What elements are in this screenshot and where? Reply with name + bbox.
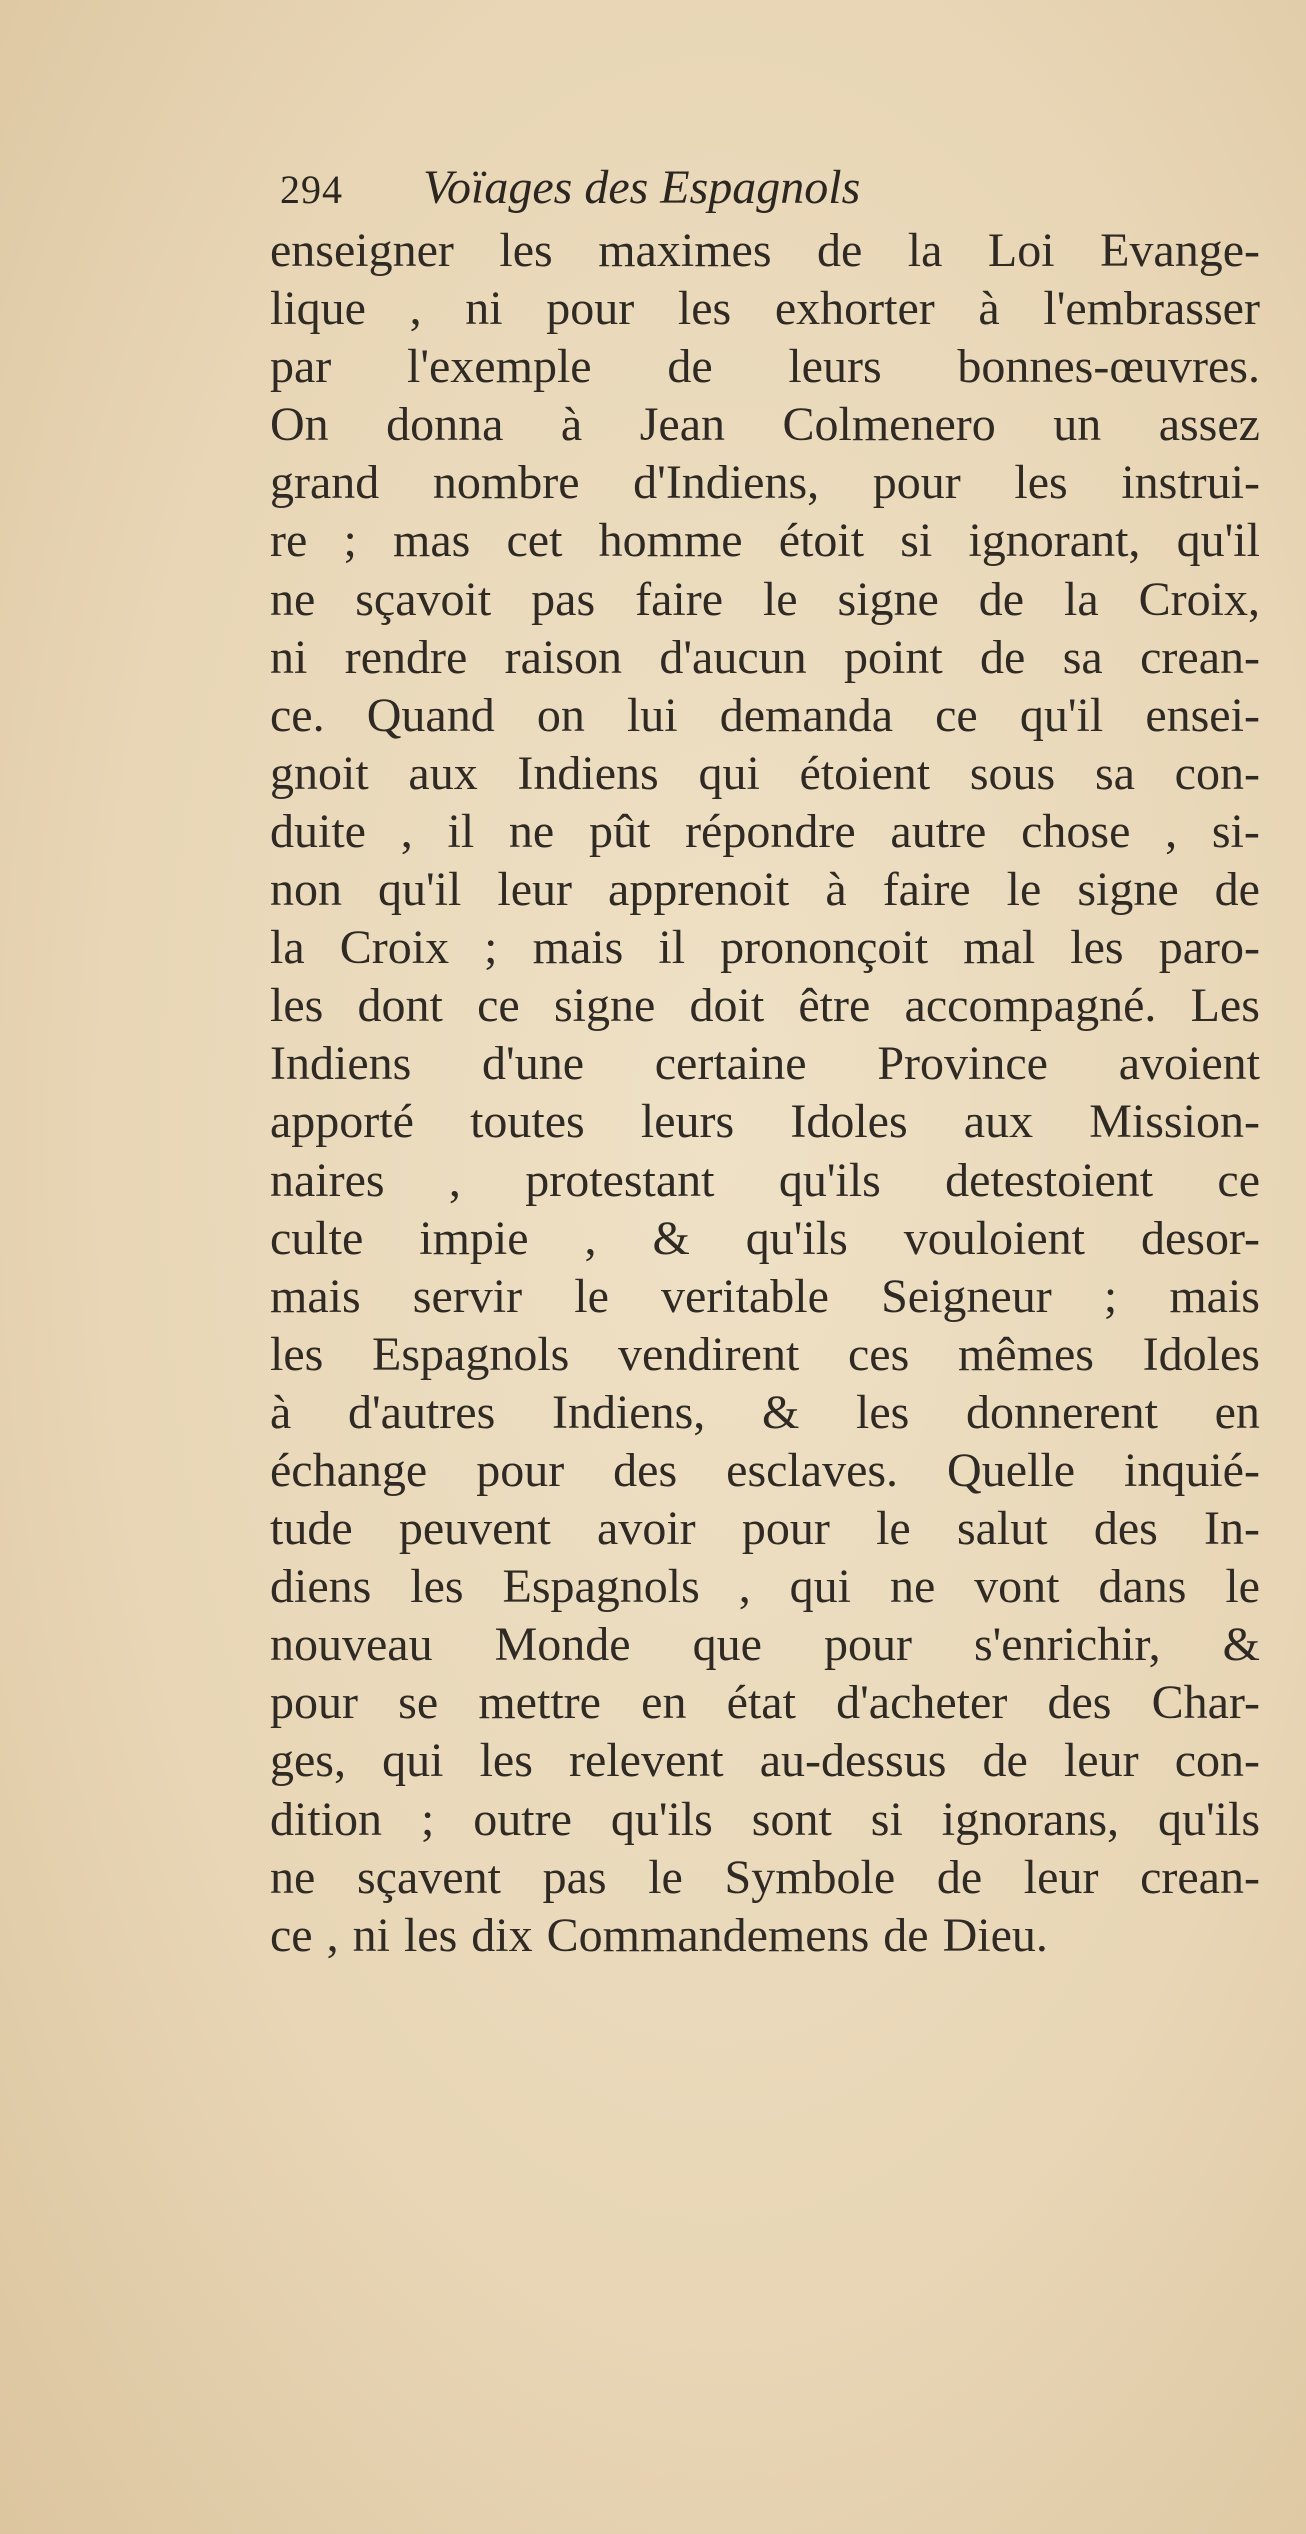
word: les [855,1385,910,1439]
word: ce. [270,688,325,742]
word: avoir [597,1502,696,1556]
text-line [270,1558,1260,1616]
word: re [270,514,308,568]
word: , [400,804,413,858]
word: dix [471,1908,533,1962]
word: s'enrichir, [973,1618,1161,1672]
word: on [536,688,585,742]
text-line [270,1035,1260,1093]
word: à [560,398,583,452]
text-line [270,1907,1260,1965]
word: à [270,1385,292,1439]
word: Espagnols [372,1327,570,1381]
text-line [270,1152,1260,1210]
word: diens [270,1560,372,1614]
word: en [641,1676,687,1730]
word: d'autres [348,1385,496,1439]
word: Dieu. [942,1908,1048,1962]
word: leurs [640,1095,735,1149]
word: vouloient [903,1211,1086,1265]
word: impie [419,1211,529,1265]
word: être [798,979,871,1033]
text-line [270,1849,1260,1907]
word: non [270,863,342,917]
word: le [1225,1560,1260,1614]
text-line [270,745,1260,803]
word: apporté [270,1095,414,1149]
text-line [270,512,1260,570]
word: outre [473,1792,572,1846]
word: sa [1094,746,1135,800]
word: sont [751,1792,832,1846]
word: qu'ils [745,1211,848,1265]
word: apprenoit [608,863,790,917]
word: avoient [1118,1037,1260,1091]
word: par [270,340,332,394]
text-line [270,1093,1260,1151]
word: peuvent [398,1502,551,1556]
word: si [900,514,933,568]
word: pour [270,1676,358,1730]
word: , [1165,804,1178,858]
text-line [270,280,1260,338]
word: de [817,224,863,277]
word: pour [476,1443,565,1497]
word: les [270,979,324,1033]
word: étoit [778,514,865,568]
word: signe [1077,863,1179,917]
word: Province [877,1037,1048,1091]
text-line [270,629,1260,687]
word: Idoles [1142,1327,1260,1381]
word: relevent [569,1734,724,1788]
word: enseigner [270,224,454,277]
word: ; [343,514,357,568]
word: In- [1204,1502,1260,1556]
text-line [270,919,1260,977]
word: assez [1158,398,1260,452]
word: mas [392,514,471,568]
word: vendirent [618,1327,800,1381]
word: crean- [1140,1850,1260,1904]
word: de [667,340,713,394]
word: de [883,1908,929,1962]
text-line [270,222,1260,280]
word: les [403,1908,458,1962]
word: sa [1062,630,1103,684]
word: bonnes-œuvres. [957,340,1260,394]
word: Loi [987,224,1055,277]
word: pour [823,1618,912,1672]
word: Indiens [517,746,659,800]
word: Croix, [1138,572,1260,626]
word: qu'il [1176,514,1260,568]
word: Espagnols [502,1560,700,1614]
word: Symbole [724,1850,896,1904]
word: qu'ils [778,1153,881,1207]
word: faire [882,863,971,917]
word: qui [698,746,760,800]
word: Monde [494,1618,631,1672]
word: cet [506,514,563,568]
word: qui [382,1734,444,1788]
word: , [326,1908,339,1962]
word: salut [956,1502,1048,1556]
word: qu'ils [610,1792,713,1846]
word: Quelle [947,1443,1075,1497]
word: à [825,863,847,917]
word: ignorant, [968,514,1141,568]
word: si [870,1792,903,1846]
word: ne [508,804,555,858]
word: demanda [719,688,893,742]
word: signe [837,572,939,626]
word: les [479,1734,533,1788]
word: Evange- [1100,224,1260,277]
word: ne [889,1560,936,1614]
word: dition [270,1792,383,1846]
word: le [574,1269,609,1323]
word: mettre [478,1676,601,1730]
word: leur [497,863,573,917]
word: dans [1098,1560,1187,1614]
word: signe [553,979,656,1033]
text-line [270,1384,1260,1442]
word: grand [270,456,380,510]
word: en [1214,1385,1260,1439]
word: ignorans, [941,1792,1120,1846]
word: le [762,572,798,626]
word: donna [386,398,504,452]
word: Seigneur [881,1269,1052,1323]
word: les [410,1560,464,1614]
word: inquié- [1123,1443,1260,1497]
word: ni [465,282,503,336]
body-text [270,222,1260,1965]
word: ; [484,921,498,975]
word: l'exemple [407,340,592,394]
word: mêmes [957,1327,1094,1381]
word: ges, [270,1734,346,1788]
word: l'embrasser [1043,282,1260,336]
word: toutes [470,1095,585,1149]
word: les [499,224,553,277]
word: prononçoit [720,921,929,975]
word: servir [412,1269,523,1323]
word: état [726,1676,796,1730]
word: de [980,630,1026,684]
word: nombre [432,456,580,510]
word: ce [1217,1153,1260,1207]
word: des [1093,1502,1158,1556]
word: sçavent [356,1850,501,1904]
word: ce [477,979,520,1033]
word: vont [974,1560,1060,1614]
word: de [936,1850,983,1904]
word: ; [1103,1269,1118,1323]
text-line [270,338,1260,396]
word: qu'il [1019,688,1104,742]
word: Jean [639,398,725,452]
word: leurs [788,340,882,394]
word: ne [270,572,316,626]
running-title: Voïages des Espagnols [423,161,861,214]
word: exhorter [774,282,935,336]
word: pas [531,572,596,626]
word: & [1222,1618,1260,1672]
text-line [270,977,1260,1035]
word: à [978,282,1000,336]
text-line [270,1326,1260,1384]
word: les [1014,456,1068,510]
word: Croix [339,921,450,975]
word: mal [963,921,1036,975]
word: sçavoit [355,572,492,626]
word: le [876,1502,911,1556]
word: des [1047,1676,1112,1730]
word: dont [357,979,443,1033]
word: , [448,1153,461,1207]
word: pas [542,1850,607,1904]
word: ce [935,688,978,742]
page-number: 294 [280,167,343,212]
word: au-dessus [759,1734,947,1788]
word: gnoit [270,746,369,800]
word: ce [270,1908,313,1962]
word: instrui- [1121,456,1260,510]
word: répondre [685,804,856,858]
word: chose [1021,804,1131,858]
text-line [270,396,1260,454]
word: crean- [1140,630,1260,684]
word: de [1214,863,1260,917]
word: mais [270,1269,361,1323]
word: sous [969,746,1056,800]
word: d'aucun [659,630,807,684]
word: la [270,921,305,975]
word: la [907,224,943,277]
word: , [738,1560,751,1614]
word: pour [546,282,635,336]
word: autre [890,804,987,858]
word: mais [532,921,624,975]
word: tude [270,1502,353,1556]
word: duite [270,804,366,858]
word: ni [270,630,308,684]
word: esclaves. [726,1443,899,1497]
word: Indiens, [551,1385,706,1439]
word: Commandemens [546,1908,870,1962]
word: veritable [661,1269,829,1323]
word: homme [598,514,743,568]
word: un [1053,398,1102,452]
word: les [677,282,732,336]
word: con- [1174,1734,1260,1788]
word: & [652,1211,690,1265]
word: nouveau [270,1618,433,1672]
word: Colmenero [782,398,996,452]
word: aux [408,746,478,800]
text-line [270,1268,1260,1326]
word: Quand [366,688,495,742]
word: accompagné. [904,979,1157,1033]
word: con- [1174,746,1260,800]
text-line [270,803,1260,861]
word: protestant [525,1153,715,1207]
text-line [270,1210,1260,1268]
word: les [1070,921,1124,975]
word: naires [270,1153,385,1207]
word: rendre [344,630,468,684]
word: se [398,1676,439,1730]
word: desor- [1140,1211,1260,1265]
word: le [1006,863,1042,917]
word: paro- [1158,921,1260,975]
word: culte [270,1211,364,1265]
word: donnerent [966,1385,1158,1439]
word: les [270,1327,324,1381]
word: étoient [799,746,931,800]
word: pût [588,804,651,858]
text-line [270,861,1260,919]
text-line [270,1500,1260,1558]
text-line [270,1616,1260,1674]
word: certaine [654,1037,807,1091]
word: , [409,282,422,336]
text-line [270,1791,1260,1849]
word: detestoient [945,1153,1154,1207]
word: Les [1190,979,1260,1033]
word: mais [1169,1269,1260,1323]
word: aux [963,1095,1034,1149]
word: raison [504,630,622,684]
word: il [658,921,686,975]
text-line [270,1442,1260,1500]
word: il [447,804,475,858]
word: leur [1063,1734,1139,1788]
word: d'acheter [836,1676,1008,1730]
word: Char- [1151,1676,1260,1730]
word: ces [847,1327,910,1381]
text-line [270,571,1260,629]
word: Indiens [270,1037,412,1091]
word: lique [270,282,366,336]
word: Idoles [790,1095,908,1149]
word: des [613,1443,678,1497]
word: Mission- [1089,1095,1260,1149]
word: lui [626,688,678,742]
word: qui [789,1560,852,1614]
word: si- [1211,804,1260,858]
word: ne [270,1850,316,1904]
word: d'Indiens, [633,456,820,510]
text-line [270,687,1260,745]
word: ni [352,1908,390,1962]
word: pour [872,456,961,510]
word: , [584,1211,597,1265]
word: doit [689,979,765,1033]
word: maximes [598,224,772,277]
word: que [692,1618,762,1672]
word: de [982,1734,1028,1788]
word: la [1064,572,1099,626]
page-header [280,160,1100,224]
word: & [761,1385,800,1439]
text-line [270,1674,1260,1732]
word: échange [270,1443,428,1497]
word: leur [1023,1850,1099,1904]
word: ; [420,1792,435,1846]
word: qu'ils [1158,1792,1260,1846]
word: ensei- [1145,688,1260,742]
word: d'une [482,1037,584,1091]
word: faire [635,572,723,626]
word: point [844,630,943,684]
word: le [648,1850,683,1904]
word: pour [741,1502,830,1556]
word: On [270,398,329,452]
text-line [270,1732,1260,1790]
word: qu'il [378,863,462,917]
word: de [978,572,1025,626]
text-line [270,454,1260,512]
